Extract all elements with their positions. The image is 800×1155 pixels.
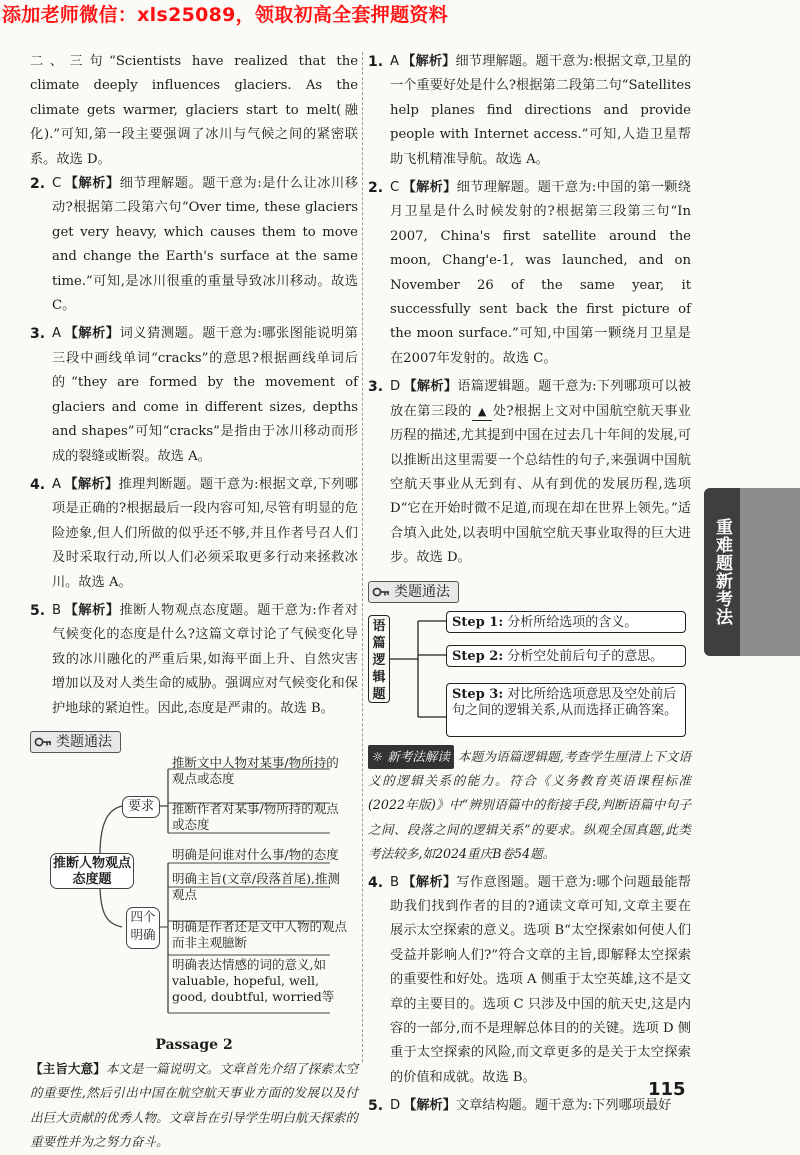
item-number: 4.: [30, 476, 46, 493]
item-text: 文章结构题。题干意为:下列哪项最好: [455, 1098, 672, 1114]
answer-item: [30, 599, 358, 721]
item-text: 写作意图题。题干意为:哪个问题最能帮助我们找到作者的目的?通读文章可知,文章主要在展示太空探索的意义。选项 B“太空探索如何使人们受益并影响人们?”符合文章的主旨,即解释太空探索的重要性和好处。选项 A 侧重于太空英雄,这不是文章的主要目的。选项 C 只涉及中国的航天史,这是内容的一部分,而不是理解总体目的的关键。选项 D 侧重于太空探索的风险,而文章更多的是关于太空探索的价值和成就。故选 B。: [390, 874, 691, 1085]
item-answer: C: [52, 176, 62, 192]
answer-item: [368, 375, 691, 570]
answer-item: [368, 50, 691, 172]
item-text: 细节理解题。题干意为:是什么让冰川移动?根据第二段第六句“Over time, these glaciers get very heavy, which causes them to move and change the Earth's surface at the same time.”可知,是冰川很重的重量导致冰川移动。故选 C。: [52, 176, 359, 314]
summary-tag: 【主旨大意】: [30, 1060, 106, 1076]
answer-item: [30, 322, 358, 468]
item-text: 词义猜测题。题干意为:哪张图能说明第三段中画线单词“cracks”的意思?根据画线单词后的“they are formed by the movement of glaciers and come in different sizes, depths and shapes”可知“cracks”是指由于冰川移动而形成的裂缝或断裂。故选 A。: [52, 326, 358, 464]
answer-item: [30, 473, 358, 595]
steps-diagram: [368, 609, 691, 739]
step-name: Step 3:: [452, 686, 504, 702]
item-answer: D: [390, 379, 401, 395]
item-answer: D: [390, 1098, 401, 1114]
blank-marker: ▲: [472, 404, 492, 421]
passage-summary: [30, 1057, 358, 1155]
passage-title: Passage 2: [155, 1036, 233, 1053]
item-tag: 【解析】: [403, 1098, 456, 1114]
item-tag: 【解析】: [64, 326, 120, 342]
step-name: Step 1:: [452, 614, 504, 630]
left-column: [30, 50, 358, 1155]
tip-label-right: [368, 581, 459, 603]
step-text: 分析所给选项的含义。: [507, 614, 638, 630]
mind-map: [30, 754, 358, 1029]
step-box: [446, 611, 686, 633]
item-text: 语篇逻辑题。题干意为:下列哪项可以被放在第三段的: [390, 379, 691, 419]
item-number: 2.: [30, 176, 46, 193]
item-number: 3.: [30, 326, 46, 343]
item-answer: A: [390, 54, 400, 69]
requirement-leaf: 推断文中人物对某事/物所持的观点或态度: [172, 754, 339, 786]
item-number: 1.: [368, 54, 384, 70]
mind-map-center: 推断人物观点态度题: [50, 853, 134, 889]
item-text: 细节理解题。题干意为:根据文章,卫星的一个重要好处是什么?根据第二段第二句“Satellites help planes find directions and provide people with Internet access.”可知,人造卫星帮助飞机精准导航。故选 A。: [390, 54, 692, 167]
tip-label-text: 类题通法: [56, 733, 112, 750]
item-tag: 【解析】: [402, 874, 457, 890]
item-tag: 【解析】: [402, 54, 456, 69]
step-box: [446, 645, 686, 667]
answer-item: [368, 871, 691, 1091]
mind-map-branch-four: 四个明确: [126, 907, 160, 949]
item-number: 5.: [368, 1098, 384, 1115]
four-leaf: 明确是作者还是文中人物的观点而非主观臆断: [172, 918, 348, 950]
step-text: 分析空处前后句子的意思。: [507, 648, 664, 664]
new-method-label: ☼ 新考法解读: [368, 745, 454, 769]
tip-label-text: 类题通法: [394, 583, 450, 600]
column-divider: [362, 52, 363, 1062]
answer-item: [30, 172, 358, 318]
key-icon: [34, 735, 52, 749]
right-column: [368, 50, 691, 1123]
item-number: 4.: [368, 874, 384, 891]
left-answer-list: [30, 172, 358, 721]
item-number: 3.: [368, 379, 384, 396]
new-method-note: [368, 745, 691, 867]
item-number: 2.: [368, 180, 384, 197]
item-answer: A: [52, 476, 62, 492]
four-leaf: 明确主旨(文章/段落首尾),推测观点: [172, 870, 340, 902]
item-text: 推断人物观点态度题。题干意为:作者对气候变化的态度是什么?这篇文章讨论了气候变化导致的冰川融化的严重后果,如海平面上升、自然灾害增加以及对人类生命的威胁。强调应对气候变化和保护地球的紧迫性。因此,态度是严肃的。故选 B。: [52, 602, 358, 716]
mind-map-branch-requirement: 要求: [122, 796, 160, 818]
item-tag: 【解析】: [64, 602, 120, 618]
step-text: 对比所给选项意思及空处前后句之间的逻辑关系,从而选择正确答案。: [452, 686, 678, 718]
requirement-leaf: 推断作者对某事/物所持的观点或态度: [172, 800, 339, 832]
item-answer: B: [52, 602, 62, 618]
item-text: 细节理解题。题干意为:中国的第一颗绕月卫星是什么时候发射的?根据第三段第三句“In 2007, China's first satellite around the moon, Chang'e-1, was launched, and on November 26 of the same year, it successfully sent back the first picture of the moon surface.”可知,中国第一颗绕月卫星是在2007年发射的。故选 C。: [390, 180, 691, 366]
item-answer: A: [52, 326, 62, 342]
item-answer: B: [390, 874, 400, 890]
tip-label-left: [30, 731, 121, 753]
item-answer: C: [390, 180, 400, 196]
right-answer-list-2: [368, 871, 691, 1119]
side-tab-section: 重难题新考法: [704, 488, 740, 656]
item-text: 处?根据上文对中国航空航天事业历程的描述,尤其提到中国在过去几十年间的发展,可以推断出这里需要一个总结性的句子,来强调中国航空航天事业从无到有、从有到优的发展历程,选项 D“它在开始时微不足道,而现在却在世界上领先。”适合填入此处,以表明中国航空航天事业取得的巨大进步。故选 D。: [390, 403, 691, 566]
key-icon: [372, 585, 390, 599]
four-leaf: 明确表达情感的词的意义,如 valuable, hopeful, well, good, doubtful, worried等: [172, 956, 335, 1004]
four-leaf: 明确是问谁对什么事/物的态度: [172, 846, 339, 862]
item-number: 5.: [30, 602, 46, 619]
step-name: Step 2:: [452, 648, 504, 664]
answer-item: [368, 176, 691, 371]
summary-text: 本文是一篇说明文。文章首先介绍了探索太空的重要性,然后引出中国在航空航天事业方面的发展以及付出巨大贡献的优秀人物。文章旨在引导学生明白航天探索的重要性并为之努力奋斗。: [30, 1060, 359, 1150]
answer-item: [368, 1094, 691, 1118]
item-tag: 【解析】: [64, 476, 119, 492]
promo-banner: 添加老师微信：xls25089，领取初高全套押题资料: [2, 4, 448, 26]
item-tag: 【解析】: [402, 180, 457, 196]
q1-continuation: 二、三句“Scientists have realized that the climate deeply influences glaciers. As the climate gets warmer, glaciers start to melt(融化).”可知,第一段主要强调了冰川与气候之间的紧密联系。故选 D。: [30, 54, 358, 167]
item-tag: 【解析】: [403, 379, 458, 395]
side-tab-bar: [740, 488, 800, 656]
lightbulb-icon: ☼: [372, 748, 384, 764]
steps-label: 语篇逻辑题: [368, 615, 390, 703]
item-tag: 【解析】: [64, 176, 120, 192]
new-method-text: 本题为语篇逻辑题,考查学生厘清上下文语义的逻辑关系的能力。符合《义务教育英语课程标准(2022年版)》中“辨别语篇中的衔接手段,判断语篇中句子之间、段落之间的逻辑关系”的要求。纵观全国真题,此类考法较多,如2024重庆B卷54题。: [368, 748, 691, 862]
page-number: 115: [648, 1079, 686, 1100]
item-text: 推理判断题。题干意为:根据文章,下列哪项是正确的?根据最后一段内容可知,尽管有明显的危险迹象,但人们所做的似乎还不够,并且作者号召人们及时采取行动,所以人们必须采取更多行动来拯救冰川。故选 A。: [52, 476, 358, 590]
step-box: [446, 683, 686, 737]
right-answer-list: [368, 50, 691, 371]
